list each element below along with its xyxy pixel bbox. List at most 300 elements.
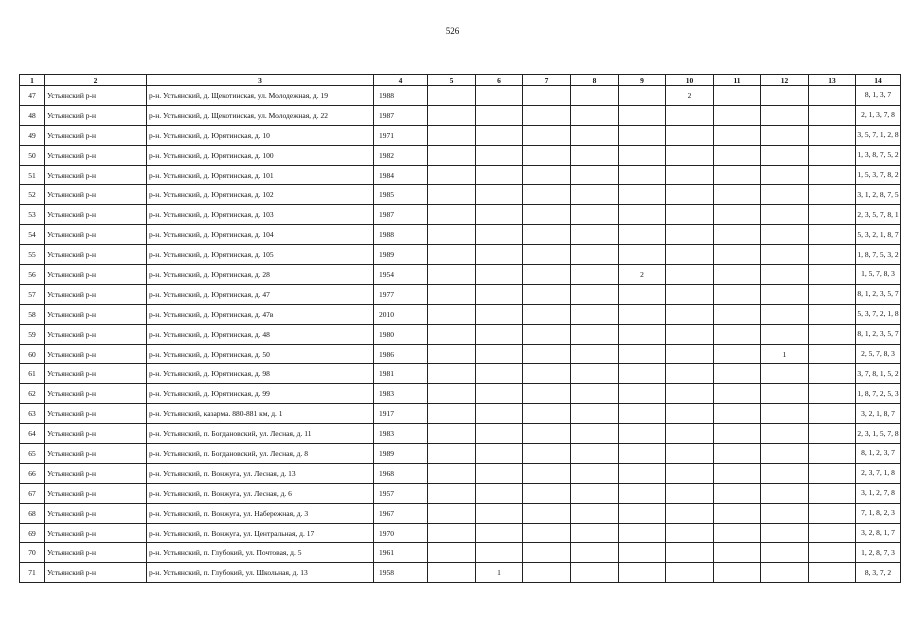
col-5-cell [428, 424, 476, 444]
table-row [20, 424, 901, 444]
address-cell: р-н. Устьянский, д. Юрятинская, д. 28 [147, 265, 374, 285]
col-8-cell [571, 503, 619, 523]
col-8-cell [571, 86, 619, 106]
district-cell: Устьянский р-н [45, 225, 147, 245]
row-number: 50 [20, 145, 45, 165]
col-11-cell [714, 523, 761, 543]
col-12-cell [761, 384, 809, 404]
district-cell: Устьянский р-н [45, 125, 147, 145]
district-cell: Устьянский р-н [45, 304, 147, 324]
col-10-cell [666, 563, 714, 583]
district-cell: Устьянский р-н [45, 205, 147, 225]
col-10-cell [666, 165, 714, 185]
col-6-cell [476, 205, 523, 225]
col-12-cell [761, 304, 809, 324]
column-header-4: 4 [374, 75, 428, 86]
address-cell: р-н. Устьянский, д. Юрятинская, д. 101 [147, 165, 374, 185]
col-5-cell [428, 205, 476, 225]
col-12-cell [761, 424, 809, 444]
col-13-cell [809, 105, 856, 125]
col-11-cell [714, 245, 761, 265]
year-cell: 1917 [374, 404, 428, 424]
col-7-cell [523, 503, 571, 523]
col-5-cell [428, 145, 476, 165]
col-9-cell [619, 324, 666, 344]
column-header-1: 1 [20, 75, 45, 86]
table-row [20, 563, 901, 583]
col-10-cell [666, 364, 714, 384]
address-cell: р-н. Устьянский, п. Глубокий, ул. Школьная, д. 13 [147, 563, 374, 583]
col-8-cell [571, 284, 619, 304]
column-header-11: 11 [714, 75, 761, 86]
col-10-cell [666, 125, 714, 145]
col-7-cell [523, 105, 571, 125]
col-11-cell [714, 384, 761, 404]
col-6-cell [476, 344, 523, 364]
col-5-cell [428, 523, 476, 543]
address-cell: р-н. Устьянский, п. Вонжуга, ул. Лесная, д. 13 [147, 463, 374, 483]
col-5-cell [428, 265, 476, 285]
col-13-cell [809, 543, 856, 563]
col-14-cell: 3, 1, 2, 7, 8 [856, 483, 901, 503]
year-cell: 1988 [374, 225, 428, 245]
col-5-cell [428, 105, 476, 125]
col-11-cell [714, 563, 761, 583]
col-5-cell [428, 444, 476, 464]
col-9-cell [619, 364, 666, 384]
col-13-cell [809, 463, 856, 483]
col-9-cell [619, 563, 666, 583]
column-header-5: 5 [428, 75, 476, 86]
col-11-cell [714, 165, 761, 185]
address-cell: р-н. Устьянский, п. Вонжуга, ул. Лесная, д. 6 [147, 483, 374, 503]
year-cell: 1987 [374, 205, 428, 225]
year-cell: 1987 [374, 105, 428, 125]
col-6-cell [476, 463, 523, 483]
table-row [20, 483, 901, 503]
col-11-cell [714, 86, 761, 106]
col-8-cell [571, 444, 619, 464]
row-number: 53 [20, 205, 45, 225]
table-row [20, 145, 901, 165]
col-12-cell [761, 86, 809, 106]
col-13-cell [809, 503, 856, 523]
col-10-cell [666, 265, 714, 285]
col-6-cell [476, 165, 523, 185]
col-11-cell [714, 284, 761, 304]
district-cell: Устьянский р-н [45, 284, 147, 304]
col-13-cell [809, 145, 856, 165]
col-14-cell: 1, 2, 8, 7, 3 [856, 543, 901, 563]
col-6-cell [476, 523, 523, 543]
col-12-cell: 1 [761, 344, 809, 364]
col-6-cell [476, 384, 523, 404]
col-13-cell [809, 523, 856, 543]
col-14-cell: 2, 3, 5, 7, 8, 1 [856, 205, 901, 225]
col-11-cell [714, 324, 761, 344]
col-9-cell [619, 165, 666, 185]
year-cell: 1985 [374, 185, 428, 205]
col-7-cell [523, 444, 571, 464]
year-cell: 1983 [374, 384, 428, 404]
col-6-cell: 1 [476, 563, 523, 583]
col-7-cell [523, 543, 571, 563]
col-8-cell [571, 145, 619, 165]
col-12-cell [761, 225, 809, 245]
row-number: 71 [20, 563, 45, 583]
address-cell: р-н. Устьянский, д. Юрятинская, д. 48 [147, 324, 374, 344]
col-5-cell [428, 165, 476, 185]
district-cell: Устьянский р-н [45, 404, 147, 424]
year-cell: 1957 [374, 483, 428, 503]
col-14-cell: 3, 2, 1, 8, 7 [856, 404, 901, 424]
table-row [20, 105, 901, 125]
header-row [20, 75, 901, 86]
year-cell: 1986 [374, 344, 428, 364]
col-13-cell [809, 324, 856, 344]
col-6-cell [476, 185, 523, 205]
col-8-cell [571, 384, 619, 404]
col-8-cell [571, 543, 619, 563]
col-6-cell [476, 503, 523, 523]
col-8-cell [571, 563, 619, 583]
row-number: 55 [20, 245, 45, 265]
col-9-cell [619, 463, 666, 483]
col-7-cell [523, 364, 571, 384]
row-number: 61 [20, 364, 45, 384]
year-cell: 1982 [374, 145, 428, 165]
col-14-cell: 8, 1, 2, 3, 5, 7 [856, 324, 901, 344]
col-9-cell [619, 284, 666, 304]
col-12-cell [761, 483, 809, 503]
year-cell: 1988 [374, 86, 428, 106]
table-row [20, 324, 901, 344]
address-cell: р-н. Устьянский, п. Вонжуга, ул. Центральная, д. 17 [147, 523, 374, 543]
col-13-cell [809, 483, 856, 503]
row-number: 66 [20, 463, 45, 483]
col-13-cell [809, 444, 856, 464]
col-8-cell [571, 165, 619, 185]
row-number: 70 [20, 543, 45, 563]
col-9-cell [619, 86, 666, 106]
col-13-cell [809, 125, 856, 145]
col-13-cell [809, 344, 856, 364]
col-7-cell [523, 463, 571, 483]
address-cell: р-н. Устьянский, д. Юрятинская, д. 102 [147, 185, 374, 205]
col-14-cell: 3, 2, 8, 1, 7 [856, 523, 901, 543]
col-9-cell [619, 185, 666, 205]
district-cell: Устьянский р-н [45, 483, 147, 503]
col-12-cell [761, 404, 809, 424]
col-9-cell [619, 344, 666, 364]
year-cell: 1968 [374, 463, 428, 483]
col-10-cell [666, 523, 714, 543]
row-number: 58 [20, 304, 45, 324]
col-9-cell [619, 483, 666, 503]
col-8-cell [571, 344, 619, 364]
col-14-cell: 3, 7, 8, 1, 5, 2 [856, 364, 901, 384]
col-13-cell [809, 424, 856, 444]
column-header-7: 7 [523, 75, 571, 86]
address-cell: р-н. Устьянский, д. Юрятинская, д. 104 [147, 225, 374, 245]
column-header-2: 2 [45, 75, 147, 86]
col-5-cell [428, 324, 476, 344]
address-cell: р-н. Устьянский, д. Щекотинская, ул. Молодежная, д. 19 [147, 86, 374, 106]
row-number: 67 [20, 483, 45, 503]
address-cell: р-н. Устьянский, д. Юрятинская, д. 98 [147, 364, 374, 384]
col-6-cell [476, 324, 523, 344]
row-number: 64 [20, 424, 45, 444]
year-cell: 1989 [374, 245, 428, 265]
col-5-cell [428, 304, 476, 324]
col-9-cell [619, 105, 666, 125]
col-14-cell: 1, 8, 7, 2, 5, 3 [856, 384, 901, 404]
col-7-cell [523, 86, 571, 106]
year-cell: 1983 [374, 424, 428, 444]
col-12-cell [761, 284, 809, 304]
year-cell: 2010 [374, 304, 428, 324]
col-8-cell [571, 404, 619, 424]
data-table [19, 74, 901, 583]
page-number: 526 [445, 26, 460, 36]
col-7-cell [523, 344, 571, 364]
col-12-cell [761, 125, 809, 145]
col-13-cell [809, 245, 856, 265]
col-11-cell [714, 125, 761, 145]
table-body [20, 86, 901, 583]
col-11-cell [714, 444, 761, 464]
col-10-cell [666, 444, 714, 464]
col-5-cell [428, 404, 476, 424]
col-9-cell [619, 125, 666, 145]
col-12-cell [761, 543, 809, 563]
col-14-cell: 5, 3, 2, 1, 8, 7 [856, 225, 901, 245]
col-14-cell: 2, 3, 1, 5, 7, 8 [856, 424, 901, 444]
col-14-cell: 2, 1, 3, 7, 8 [856, 105, 901, 125]
address-cell: р-н. Устьянский, п. Глубокий, ул. Почтовая, д. 5 [147, 543, 374, 563]
table-row [20, 384, 901, 404]
column-header-8: 8 [571, 75, 619, 86]
col-5-cell [428, 463, 476, 483]
col-12-cell [761, 503, 809, 523]
col-6-cell [476, 364, 523, 384]
address-cell: р-н. Устьянский, д. Щекотинская, ул. Молодежная, д. 22 [147, 105, 374, 125]
col-6-cell [476, 105, 523, 125]
district-cell: Устьянский р-н [45, 344, 147, 364]
district-cell: Устьянский р-н [45, 145, 147, 165]
year-cell: 1971 [374, 125, 428, 145]
row-number: 52 [20, 185, 45, 205]
col-10-cell [666, 324, 714, 344]
col-7-cell [523, 523, 571, 543]
col-11-cell [714, 404, 761, 424]
district-cell: Устьянский р-н [45, 523, 147, 543]
col-6-cell [476, 424, 523, 444]
col-11-cell [714, 543, 761, 563]
col-14-cell: 2, 3, 7, 1, 8 [856, 463, 901, 483]
year-cell: 1967 [374, 503, 428, 523]
col-9-cell [619, 543, 666, 563]
col-13-cell [809, 384, 856, 404]
col-6-cell [476, 543, 523, 563]
col-8-cell [571, 265, 619, 285]
year-cell: 1981 [374, 364, 428, 384]
year-cell: 1954 [374, 265, 428, 285]
year-cell: 1958 [374, 563, 428, 583]
row-number: 47 [20, 86, 45, 106]
col-5-cell [428, 563, 476, 583]
row-number: 51 [20, 165, 45, 185]
col-6-cell [476, 265, 523, 285]
col-6-cell [476, 404, 523, 424]
col-11-cell [714, 265, 761, 285]
col-11-cell [714, 145, 761, 165]
district-cell: Устьянский р-н [45, 245, 147, 265]
col-12-cell [761, 205, 809, 225]
col-6-cell [476, 86, 523, 106]
col-12-cell [761, 523, 809, 543]
address-cell: р-н. Устьянский, д. Юрятинская, д. 47в [147, 304, 374, 324]
district-cell: Устьянский р-н [45, 165, 147, 185]
table-row [20, 364, 901, 384]
row-number: 65 [20, 444, 45, 464]
col-13-cell [809, 265, 856, 285]
col-11-cell [714, 185, 761, 205]
column-header-10: 10 [666, 75, 714, 86]
col-14-cell: 1, 5, 7, 8, 3 [856, 265, 901, 285]
address-cell: р-н. Устьянский, д. Юрятинская, д. 103 [147, 205, 374, 225]
table-row [20, 523, 901, 543]
row-number: 62 [20, 384, 45, 404]
district-cell: Устьянский р-н [45, 364, 147, 384]
col-7-cell [523, 424, 571, 444]
column-header-9: 9 [619, 75, 666, 86]
col-8-cell [571, 125, 619, 145]
col-9-cell [619, 145, 666, 165]
col-10-cell [666, 543, 714, 563]
address-cell: р-н. Устьянский, п. Богдановский, ул. Лесная, д. 11 [147, 424, 374, 444]
column-header-13: 13 [809, 75, 856, 86]
col-12-cell [761, 364, 809, 384]
col-7-cell [523, 563, 571, 583]
col-13-cell [809, 284, 856, 304]
col-10-cell [666, 284, 714, 304]
col-7-cell [523, 404, 571, 424]
col-8-cell [571, 304, 619, 324]
address-cell: р-н. Устьянский, д. Юрятинская, д. 105 [147, 245, 374, 265]
col-8-cell [571, 523, 619, 543]
col-11-cell [714, 503, 761, 523]
col-7-cell [523, 185, 571, 205]
address-cell: р-н. Устьянский, п. Богдановский, ул. Лесная, д. 8 [147, 444, 374, 464]
year-cell: 1977 [374, 284, 428, 304]
col-12-cell [761, 245, 809, 265]
col-14-cell: 5, 3, 7, 2, 1, 8 [856, 304, 901, 324]
row-number: 60 [20, 344, 45, 364]
col-8-cell [571, 364, 619, 384]
col-10-cell [666, 344, 714, 364]
col-8-cell [571, 185, 619, 205]
col-10-cell [666, 245, 714, 265]
col-5-cell [428, 503, 476, 523]
col-10-cell [666, 225, 714, 245]
col-10-cell [666, 145, 714, 165]
row-number: 68 [20, 503, 45, 523]
row-number: 57 [20, 284, 45, 304]
table-row [20, 225, 901, 245]
district-cell: Устьянский р-н [45, 86, 147, 106]
row-number: 54 [20, 225, 45, 245]
address-cell: р-н. Устьянский, казарма. 880-881 км, д. 1 [147, 404, 374, 424]
col-5-cell [428, 543, 476, 563]
year-cell: 1980 [374, 324, 428, 344]
col-14-cell: 8, 1, 2, 3, 7 [856, 444, 901, 464]
column-header-6: 6 [476, 75, 523, 86]
table-row [20, 344, 901, 364]
table-row [20, 185, 901, 205]
col-14-cell: 3, 5, 7, 1, 2, 8 [856, 125, 901, 145]
table-row [20, 543, 901, 563]
col-5-cell [428, 225, 476, 245]
col-6-cell [476, 145, 523, 165]
col-12-cell [761, 265, 809, 285]
col-6-cell [476, 245, 523, 265]
col-12-cell [761, 165, 809, 185]
table-row [20, 205, 901, 225]
col-5-cell [428, 185, 476, 205]
col-14-cell: 8, 1, 2, 3, 5, 7 [856, 284, 901, 304]
col-6-cell [476, 225, 523, 245]
col-5-cell [428, 86, 476, 106]
col-11-cell [714, 304, 761, 324]
year-cell: 1970 [374, 523, 428, 543]
table-row [20, 86, 901, 106]
table-row [20, 165, 901, 185]
address-cell: р-н. Устьянский, д. Юрятинская, д. 47 [147, 284, 374, 304]
col-12-cell [761, 185, 809, 205]
col-7-cell [523, 145, 571, 165]
table-row [20, 404, 901, 424]
col-14-cell: 1, 3, 8, 7, 5, 2 [856, 145, 901, 165]
col-9-cell [619, 205, 666, 225]
row-number: 69 [20, 523, 45, 543]
col-5-cell [428, 245, 476, 265]
col-8-cell [571, 245, 619, 265]
district-cell: Устьянский р-н [45, 463, 147, 483]
col-13-cell [809, 563, 856, 583]
year-cell: 1984 [374, 165, 428, 185]
col-9-cell [619, 245, 666, 265]
col-6-cell [476, 304, 523, 324]
address-cell: р-н. Устьянский, п. Вонжуга, ул. Набережная, д. 3 [147, 503, 374, 523]
col-11-cell [714, 344, 761, 364]
col-14-cell: 3, 1, 2, 8, 7, 5 [856, 185, 901, 205]
col-8-cell [571, 105, 619, 125]
col-14-cell: 8, 3, 7, 2 [856, 563, 901, 583]
row-number: 63 [20, 404, 45, 424]
table-row [20, 503, 901, 523]
col-13-cell [809, 86, 856, 106]
row-number: 48 [20, 105, 45, 125]
col-14-cell: 1, 5, 3, 7, 8, 2 [856, 165, 901, 185]
col-5-cell [428, 364, 476, 384]
col-9-cell [619, 225, 666, 245]
district-cell: Устьянский р-н [45, 185, 147, 205]
col-10-cell [666, 424, 714, 444]
row-number: 49 [20, 125, 45, 145]
col-6-cell [476, 284, 523, 304]
col-6-cell [476, 444, 523, 464]
